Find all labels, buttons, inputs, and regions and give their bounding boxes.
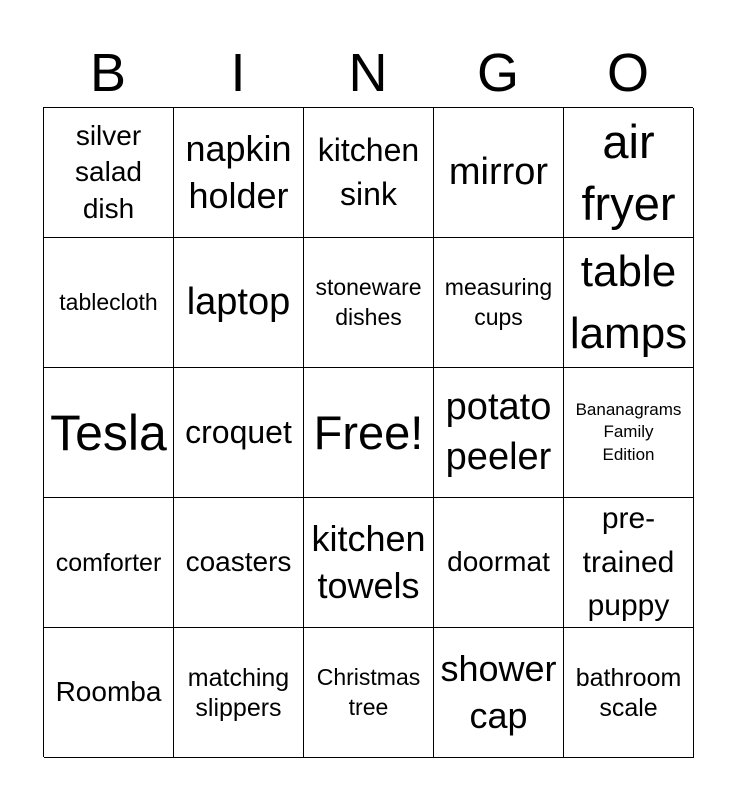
header-letter-b: B bbox=[89, 43, 127, 103]
cell-text: laptop bbox=[186, 280, 291, 323]
cell-text: bathroom scale bbox=[575, 663, 682, 722]
bingo-cell[interactable] bbox=[434, 368, 564, 498]
header-letter-i: I bbox=[230, 43, 246, 103]
bingo-cell[interactable] bbox=[174, 498, 304, 628]
bingo-cell[interactable] bbox=[304, 498, 434, 628]
bingo-cell[interactable] bbox=[434, 108, 564, 238]
bingo-cell[interactable] bbox=[434, 498, 564, 628]
bingo-cell[interactable] bbox=[304, 238, 434, 368]
bingo-cell[interactable] bbox=[564, 108, 694, 238]
cell-text: Tesla bbox=[50, 404, 167, 461]
cell-text: matching slippers bbox=[187, 663, 290, 722]
bingo-cell[interactable] bbox=[174, 238, 304, 368]
cell-text: pre- trained puppy bbox=[582, 502, 675, 623]
bingo-cell[interactable] bbox=[564, 368, 694, 498]
cell-text: coasters bbox=[185, 546, 292, 578]
bingo-cell[interactable] bbox=[174, 628, 304, 758]
cell-text: Free! bbox=[313, 405, 424, 459]
cell-text: napkin holder bbox=[185, 127, 292, 216]
bingo-cell[interactable] bbox=[44, 238, 174, 368]
bingo-cell[interactable] bbox=[304, 628, 434, 758]
cell-text: croquet bbox=[185, 413, 292, 450]
bingo-cell[interactable] bbox=[174, 368, 304, 498]
bingo-cell[interactable] bbox=[564, 498, 694, 628]
bingo-cell[interactable] bbox=[44, 108, 174, 238]
cell-text: air fryer bbox=[581, 115, 676, 230]
header-letter-g: G bbox=[476, 43, 519, 103]
header-letter-o: O bbox=[606, 43, 649, 103]
cell-text: doormat bbox=[447, 546, 550, 578]
cell-text: comforter bbox=[55, 548, 162, 577]
cell-text: kitchen towels bbox=[311, 517, 426, 606]
bingo-header bbox=[43, 40, 693, 106]
cell-text: kitchen sink bbox=[317, 132, 420, 212]
cell-text: silver salad dish bbox=[75, 119, 142, 224]
cell-text: potato peeler bbox=[445, 386, 552, 478]
bingo-cell[interactable] bbox=[44, 368, 174, 498]
bingo-cell[interactable] bbox=[304, 108, 434, 238]
cell-text: Bananagrams Family Edition bbox=[575, 400, 682, 464]
bingo-cell[interactable] bbox=[174, 108, 304, 238]
bingo-cell[interactable] bbox=[434, 628, 564, 758]
free-space[interactable] bbox=[304, 368, 434, 498]
bingo-cell[interactable] bbox=[434, 238, 564, 368]
header-letter-n: N bbox=[348, 43, 388, 103]
cell-text: Roomba bbox=[55, 676, 162, 708]
cell-text: stoneware dishes bbox=[315, 273, 422, 330]
cell-text: mirror bbox=[448, 150, 549, 193]
cell-text: shower cap bbox=[440, 647, 557, 736]
cell-text: Christmas tree bbox=[316, 663, 421, 720]
bingo-cell[interactable] bbox=[44, 498, 174, 628]
bingo-cell[interactable] bbox=[564, 238, 694, 368]
cell-text: table lamps bbox=[569, 246, 688, 358]
bingo-cell[interactable] bbox=[44, 628, 174, 758]
cell-text: tablecloth bbox=[59, 288, 158, 315]
bingo-cell[interactable] bbox=[564, 628, 694, 758]
bingo-board bbox=[43, 107, 693, 757]
cell-text: measuring cups bbox=[444, 273, 553, 330]
